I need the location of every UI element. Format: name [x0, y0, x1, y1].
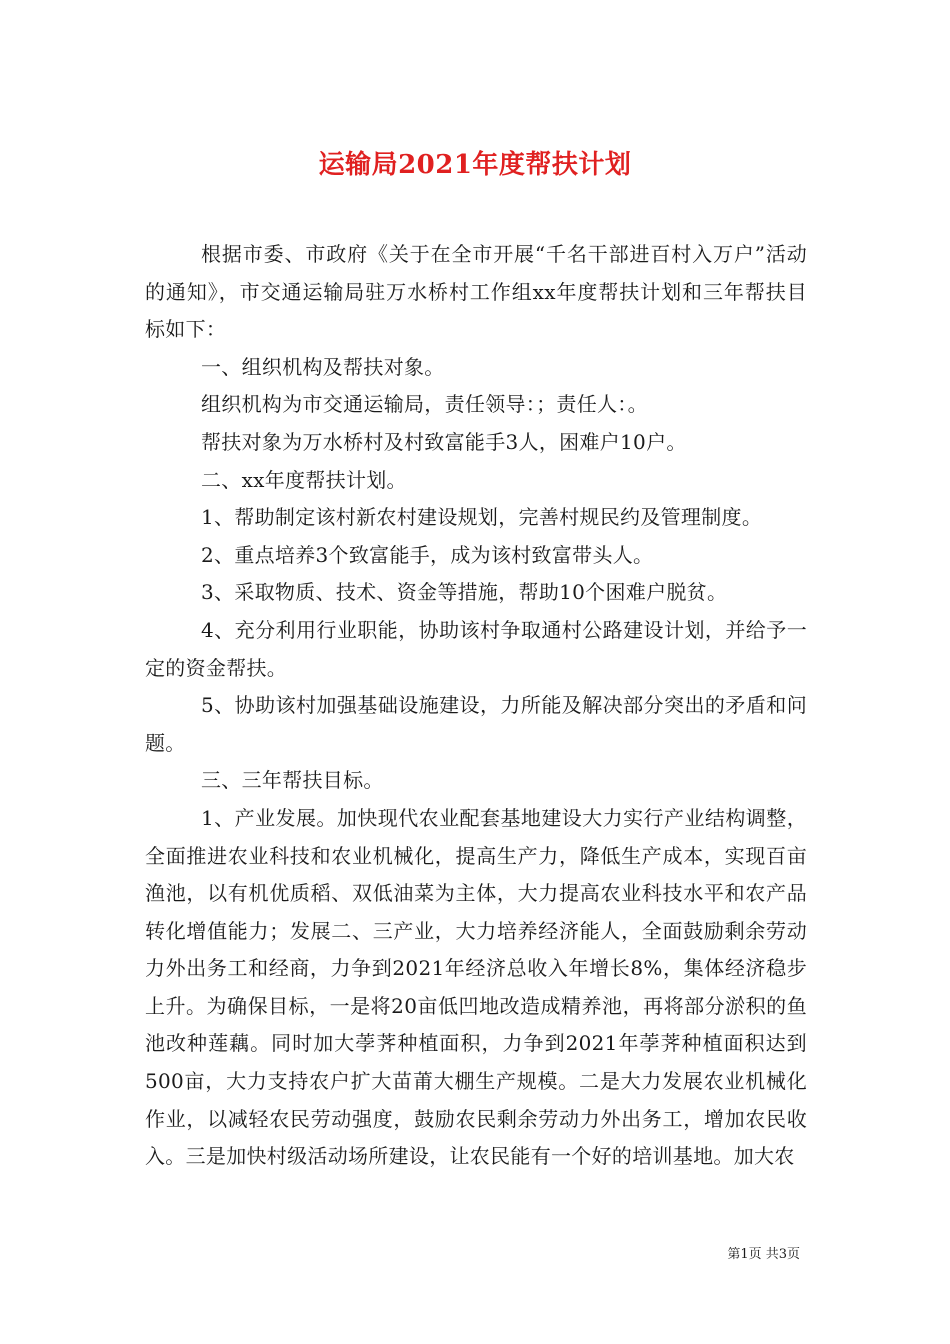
paragraph-organization: 组织机构为市交通运输局，责任领导：；责任人：。 [201, 392, 648, 417]
paragraph-goal-industry: 1、产业发展。加快现代农业配套基地建设大力实行产业结构调整，全面推进农业科技和农业机械化，提高生产力，降低生产成本，实现百亩渔池，以有机优质稻、双低油菜为主体，大力提高农业科技水平和农产品转化增值能力；发展二、三产业，大力培养经济能人，全面鼓励剩余劳动力外出务工和经商，力争到2021年经济总收入年增长8%，集体经济稳步上升。为确保目标，一是将20亩低凹地改造成精养池，再将部分淤积的鱼池改种莲藕。同时加大荸荠种植面积，力争到2021年荸荠种植面积达到500亩，大力支持农户扩大苗莆大棚生产规模。二是大力发展农业机械化作业，以减轻农民劳动强度，鼓励农民剩余劳动力外出务工，增加农民收入。三是加快村级活动场所建设，让农民能有一个好的培训基地。加大农 [145, 805, 807, 1169]
paragraph-section-2-heading: 二、xx年度帮扶计划。 [201, 467, 407, 492]
paragraph-plan-item-2: 2、重点培养3个致富能手，成为该村致富带头人。 [201, 542, 654, 567]
paragraph-targets: 帮扶对象为万水桥村及村致富能手3人，困难户10户。 [201, 429, 687, 454]
paragraph-plan-item-3: 3、采取物质、技术、资金等措施，帮助10个困难户脱贫。 [201, 580, 728, 605]
paragraph-plan-item-1: 1、帮助制定该村新农村建设规划，完善村规民约及管理制度。 [201, 505, 763, 530]
paragraph-section-1-heading: 一、组织机构及帮扶对象。 [201, 354, 445, 379]
document-body [145, 236, 807, 1176]
paragraph-section-3-heading: 三、三年帮扶目标。 [201, 768, 384, 793]
document-title: 运输局2021年度帮扶计划 [318, 150, 632, 181]
paragraph-plan-item-5: 5、协助该村加强基础设施建设，力所能及解决部分突出的矛盾和问题。 [145, 693, 807, 755]
paragraph-plan-item-4: 4、充分利用行业职能，协助该村争取通村公路建设计划，并给予一定的资金帮扶。 [145, 617, 807, 680]
paragraph-intro: 根据市委、市政府《关于在全市开展“千名干部进百村入万户”活动的通知》，市交通运输局驻万水桥村工作组xx年度帮扶计划和三年帮扶目标如下： [145, 242, 807, 342]
page-number: 第1页 共3页 [727, 1247, 800, 1262]
